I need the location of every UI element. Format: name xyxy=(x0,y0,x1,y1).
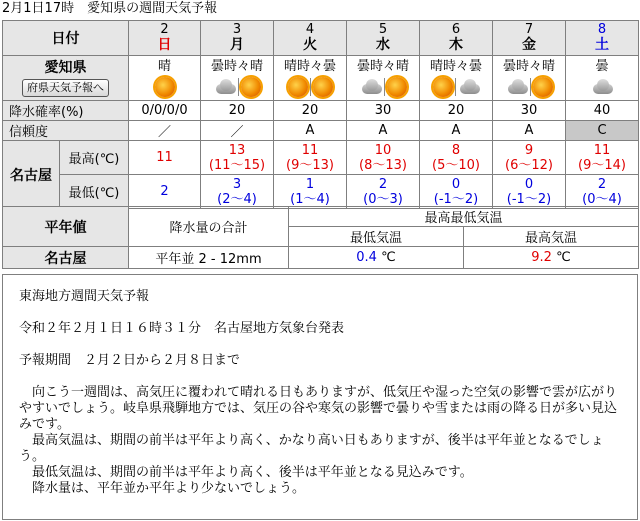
normals-heading: 平年値 xyxy=(3,207,129,247)
day-number: 6 xyxy=(451,22,461,37)
precip-value: 平年並 2 - 12mm xyxy=(129,247,289,269)
weekday: 月 xyxy=(230,37,244,53)
min-temp-cell xyxy=(129,175,201,209)
date-header: 日付 xyxy=(3,21,129,56)
min-temp-normal-value: 0.4 xyxy=(356,250,377,265)
sunny-icon xyxy=(387,77,407,97)
min-temp-cell xyxy=(201,175,274,209)
cloudy-icon xyxy=(214,79,236,94)
day-col-3 xyxy=(347,21,420,56)
page-title: 2月1日17時 愛知県の週間天気予報 xyxy=(2,1,218,16)
weather-text: 晴 xyxy=(157,58,171,74)
sunny-icon xyxy=(241,77,261,97)
city-name: 名古屋 xyxy=(10,167,52,184)
min-temp-heading: 最低気温 xyxy=(289,227,464,247)
weather-cell xyxy=(493,56,566,101)
prefecture-name: 愛知県 xyxy=(44,60,87,76)
max-temp-range: (11～15) xyxy=(208,157,266,173)
text-paragraph: 降水量は、平年並か平年より少ないでしょう。 xyxy=(19,481,306,496)
min-temp: 0 xyxy=(451,176,461,192)
min-temp-range: (2～4) xyxy=(217,191,257,207)
weather-cell xyxy=(566,56,639,101)
weather-text: 晴時々曇 xyxy=(429,58,482,74)
weekly-forecast-table xyxy=(2,20,639,209)
prefecture-cell xyxy=(3,56,129,101)
max-temp-range: (6～12) xyxy=(505,157,553,173)
temp-heading: 最高最低気温 xyxy=(289,207,639,227)
min-temp: 1 xyxy=(305,176,315,192)
pop-label: 降水確率(%) xyxy=(3,101,129,121)
reliability-value: ／ xyxy=(201,121,274,141)
weather-cell xyxy=(201,56,274,101)
weekday: 土 xyxy=(595,37,609,53)
weekday: 日 xyxy=(157,37,172,53)
max-temp-cell xyxy=(274,141,347,175)
cloudy-icon xyxy=(458,79,480,94)
min-temp: 0 xyxy=(524,176,534,192)
sunny-icon xyxy=(155,77,175,97)
min-temp: 3 xyxy=(232,176,242,192)
min-temp: 2 xyxy=(597,176,607,192)
weather-text: 曇 xyxy=(595,58,609,74)
min-temp-range: (0～3) xyxy=(363,191,403,207)
cloudy-icon xyxy=(360,79,382,94)
pop-value: 20 xyxy=(274,101,347,121)
pop-value: 20 xyxy=(420,101,493,121)
max-temp-label: 最高(℃) xyxy=(60,141,129,175)
weather-cell xyxy=(274,56,347,101)
forecast-text-box xyxy=(2,274,638,520)
max-temp-cell xyxy=(201,141,274,175)
max-temp: 11 xyxy=(156,150,173,165)
max-temp-heading: 最高気温 xyxy=(464,227,639,247)
min-temp-cell xyxy=(347,175,420,209)
day-number: 3 xyxy=(232,22,242,37)
day-number: 8 xyxy=(597,22,607,37)
min-temp-range: (-1～2) xyxy=(506,191,552,207)
weather-text: 曇時々晴 xyxy=(502,58,555,74)
min-temp-cell xyxy=(274,175,347,209)
pop-value: 30 xyxy=(493,101,566,121)
day-col-4 xyxy=(420,21,493,56)
issued-line: 令和２年２月１日１６時３１分 名古屋地方気象台発表 xyxy=(19,321,345,336)
max-temp: 8 xyxy=(451,142,461,158)
normals-table xyxy=(2,206,639,269)
pop-value: 40 xyxy=(566,101,639,121)
min-temp-range: (-1～2) xyxy=(433,191,479,207)
prefecture-forecast-button[interactable]: 府県天気予報へ xyxy=(22,79,109,97)
min-temp-cell xyxy=(566,175,639,209)
weather-cell xyxy=(347,56,420,101)
sunny-icon xyxy=(313,77,333,97)
min-temp-range: (1～4) xyxy=(290,191,330,207)
max-temp: 13 xyxy=(228,142,246,158)
max-temp-cell xyxy=(493,141,566,175)
min-temp-normal xyxy=(289,247,464,269)
max-temp: 10 xyxy=(374,142,392,158)
reliability-value: A xyxy=(493,121,566,141)
max-temp-cell xyxy=(420,141,493,175)
weather-text: 曇時々晴 xyxy=(356,58,409,74)
reliability-label: 信頼度 xyxy=(3,121,129,141)
day-number: 7 xyxy=(524,22,534,37)
max-temp-cell xyxy=(566,141,639,175)
max-temp: 11 xyxy=(593,142,611,158)
day-number: 4 xyxy=(305,22,315,37)
weekday: 金 xyxy=(522,37,536,53)
max-temp: 9 xyxy=(524,142,534,158)
text-heading: 東海地方週間天気予報 xyxy=(19,289,150,304)
max-temp-range: (9～13) xyxy=(286,157,334,173)
max-temp-cell xyxy=(347,141,420,175)
max-temp-range: (9～14) xyxy=(578,157,626,173)
sunny-icon xyxy=(433,77,453,97)
cloudy-icon xyxy=(591,79,613,94)
max-temp-range: (8～13) xyxy=(359,157,407,173)
text-paragraph: 最低気温は、期間の前半は平年より高く、後半は平年並となる見込みです。 xyxy=(19,465,473,480)
min-temp-label: 最低(℃) xyxy=(60,175,129,209)
pop-value: 30 xyxy=(347,101,420,121)
reliability-value: A xyxy=(274,121,347,141)
weather-cell xyxy=(129,56,201,101)
reliability-value: ／ xyxy=(129,121,201,141)
text-paragraph: 向こう一週間は、高気圧に覆われて晴れる日もありますが、低気圧や湿った空気の影響で雲が広がりやすいでしょう。岐阜県飛騨地方では、気圧の谷や寒気の影響で曇りや雪または雨の降る日が多い見込みです。 xyxy=(19,385,618,432)
day-col-6 xyxy=(566,21,639,56)
max-temp: 11 xyxy=(301,142,319,158)
sunny-icon xyxy=(288,77,308,97)
cloudy-icon xyxy=(506,79,528,94)
min-temp-range: (0～4) xyxy=(582,191,622,207)
weekday: 火 xyxy=(303,37,317,53)
day-number: 5 xyxy=(378,22,388,37)
weekday: 水 xyxy=(376,37,390,53)
pop-value: 0/0/0/0 xyxy=(129,101,201,121)
precip-heading: 降水量の合計 xyxy=(129,207,289,247)
city-cell xyxy=(3,141,60,209)
max-temp-normal xyxy=(464,247,639,269)
weather-text: 晴時々曇 xyxy=(283,58,336,74)
period-line: 予報期間 ２月２日から２月８日まで xyxy=(19,353,241,368)
min-temp: 2 xyxy=(160,184,169,199)
text-paragraph: 最高気温は、期間の前半は平年より高く、かなり高い日もありますが、後半は平年並となるでしょう。 xyxy=(19,433,604,464)
max-temp-cell xyxy=(129,141,201,175)
day-col-0 xyxy=(129,21,201,56)
unit: ℃ xyxy=(556,250,571,265)
day-col-1 xyxy=(201,21,274,56)
min-temp: 2 xyxy=(378,176,388,192)
min-temp-cell xyxy=(420,175,493,209)
unit: ℃ xyxy=(381,250,396,265)
weather-cell xyxy=(420,56,493,101)
normals-city: 名古屋 xyxy=(3,247,129,269)
max-temp-normal-value: 9.2 xyxy=(531,250,552,265)
weekday: 木 xyxy=(449,37,463,53)
min-temp-cell xyxy=(493,175,566,209)
day-number: 2 xyxy=(160,22,169,37)
day-col-5 xyxy=(493,21,566,56)
reliability-value: A xyxy=(420,121,493,141)
max-temp-range: (5～10) xyxy=(432,157,480,173)
reliability-value: C xyxy=(566,121,639,141)
pop-value: 20 xyxy=(201,101,274,121)
sunny-icon xyxy=(533,77,553,97)
day-col-2 xyxy=(274,21,347,56)
weather-text: 曇時々晴 xyxy=(210,58,263,74)
reliability-value: A xyxy=(347,121,420,141)
